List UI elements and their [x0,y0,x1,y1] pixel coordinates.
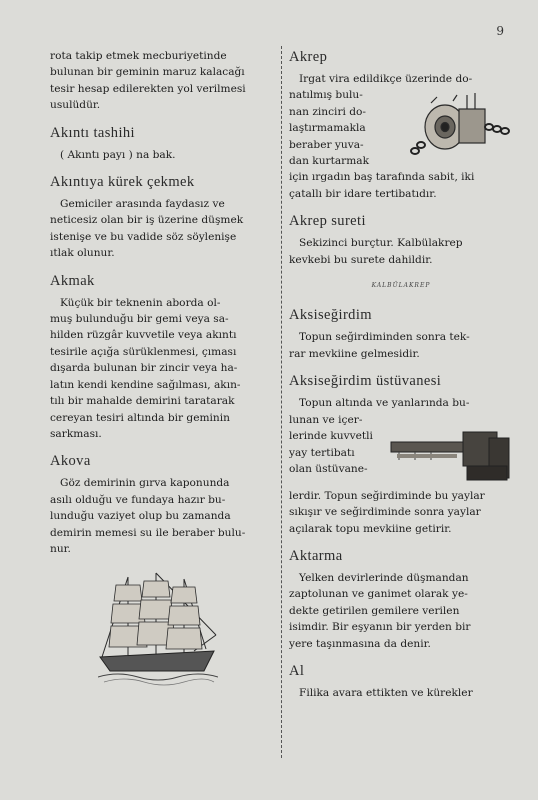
entry-heading: Al [289,662,305,679]
text-line: Topun altında ve yanlarında bu- [299,397,470,410]
text-line: tesir hesap edilerekten yol verilmesi [50,82,246,95]
text-line: açılarak topu mevkiine getirir. [289,522,452,535]
entry-akinti-tashihi [50,124,274,163]
text-line: beraber yuva- [289,138,364,151]
page-number: 9 [496,24,504,38]
text-line: Yelken devirlerinde düşmandan [299,571,469,584]
text-line: Göz demirinin gırva kaponunda [60,477,230,490]
cannon-recoil-icon [389,414,513,486]
text-line: Gemiciler arasında faydasız ve [60,198,225,211]
entry-aktarma [289,547,513,652]
entry-body [50,147,274,163]
entry-heading: Aksiseğirdim üstüvanesi [289,373,442,390]
right-column [289,48,513,707]
text-line: Sekizinci burçtur. Kalbülakrep [299,237,463,250]
text-line: çatallı bir idare tertibatıdır. [289,187,437,200]
entry-body [289,329,513,362]
entry-heading: Aksiseğirdim [289,307,372,324]
entry-akmak [50,272,274,443]
entry-body [50,295,274,443]
text-line: laştırmamakla [289,122,366,135]
text-line: demirin memesi su ile beraber bulu- [50,526,246,539]
text-line: Irgat vira edildikçe üzerinde do- [299,73,473,85]
text-line: kevkebi bu surete dahildir. [289,253,433,266]
entry-heading: Akrep [289,49,328,65]
text-line: sarkması. [50,427,102,440]
text-line: dan kurtarmak [289,155,370,168]
text-line: rota takip etmek mecburiyetinde [50,50,227,62]
entry-body [50,196,274,262]
text-line: lerinde kuvvetli [289,430,373,443]
text-line: Topun seğirdiminden sonra tek- [299,331,470,344]
text-line: isimdir. Bir eşyanın bir yerden bir [289,621,471,634]
text-line: usulüdür. [50,99,101,112]
entry-heading: Akrep sureti [289,213,366,230]
akrep-figure-block [289,87,513,169]
text-line: yere taşınmasına da denir. [289,637,431,650]
text-line: ( Akıntı payı ) na bak. [60,148,176,161]
text-line: neticesiz olan bir iş üzerine düşmek [50,214,244,227]
entry-akrep [289,48,513,202]
text-line: için ırgadın baş tarafında sabit, iki [289,171,475,184]
entry-akova [50,452,274,557]
entry-heading: Aktarma [289,547,343,564]
text-line: Küçük bir teknenin aborda ol- [60,296,221,309]
text-line: olan üstüvane- [289,462,368,475]
text-line: muş bulunduğu bir gemi veya sa- [50,313,229,326]
text-line: dekte getirilen gemilere verilen [289,604,460,617]
text-line: yay tertibatı [289,446,355,459]
text-line: sıkışır ve seğirdiminde sonra yaylar [289,506,481,519]
left-column [50,48,274,692]
text-line: cereyan tesiri altında bir geminin [50,411,230,424]
sailing-ship-icon [98,571,218,686]
text-line: nan zinciri do- [289,105,367,118]
entry-akintiya-kurek-cekmek [50,173,274,262]
text-line: tılı bir mahalde demirini taratarak [50,395,235,408]
text-line: bulunan bir geminin maruz kalacağı [50,66,245,79]
text-line: istenişe ve bu vadide söz söylenişe [50,230,237,243]
text-line: nur. [50,542,71,555]
text-line: hilden rüzgâr kuvvetile veya akıntı [50,329,237,342]
text-line: tesirile açığa sürüklenmesi, çıması [50,345,237,358]
windlass-chain-icon [409,89,513,165]
text-line: lunan ve içer- [289,413,363,426]
entry-heading: Akmak [50,272,95,289]
entry-body [289,395,513,537]
entry-al [289,662,513,701]
entry-akrep-sureti [289,212,513,268]
entry-aksisegirdim-ustuvanesi [289,372,513,537]
column-divider [281,46,282,758]
text-line: lerdir. Topun seğirdiminde bu yaylar [289,489,485,502]
entry-body [50,475,274,557]
entry-body [289,235,513,268]
text-line: asılı olduğu ve fundaya hazır bu- [50,493,226,506]
text-line: dışarda bulunan bir zincir veya ha- [50,362,238,375]
text-line: natılmış bulu- [289,89,363,102]
text-line: ıtlak olunur. [50,247,115,260]
text-line: Filika avara ettikten ve kürekler [299,686,473,699]
entry-heading: Akova [50,453,91,470]
sailing-ship-illustration [98,571,274,691]
text-line: lunduğu vaziyet olup bu zamanda [50,510,231,523]
entry-aksisegirdim [289,306,513,362]
continuation-text [50,48,274,114]
entry-body [289,71,513,202]
entry-heading: Akıntı tashihi [50,124,135,141]
entry-heading: Akıntıya kürek çekmek [50,174,195,191]
entry-body [289,685,513,701]
text-line: latın kendi kendine sağılması, akın- [50,378,241,391]
constellation-caption: KALBÜLAKREP [371,282,431,290]
text-line: zaptolunan ve ganimet olarak ye- [289,588,468,601]
cannon-figure-block [289,412,513,488]
text-line: rar mevkiine gelmesidir. [289,347,420,360]
entry-body [289,570,513,652]
